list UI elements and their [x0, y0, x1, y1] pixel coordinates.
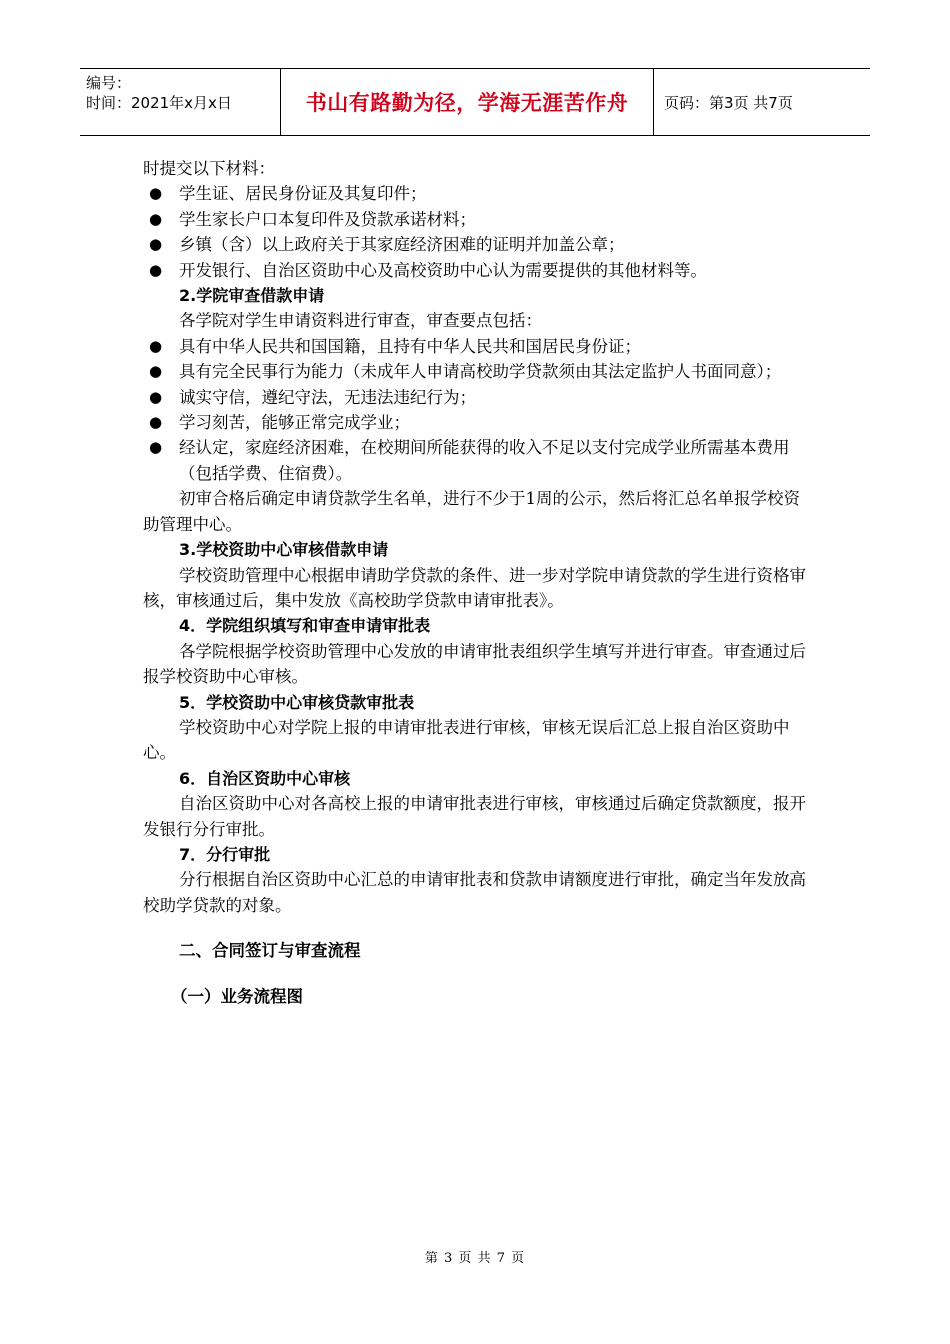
bullet-dot-icon: ●: [149, 235, 163, 254]
page-header: [80, 68, 870, 136]
list-item: ● 乡镇（含）以上政府关于其家庭经济困难的证明并加盖公章；: [143, 232, 813, 257]
chapter-heading-two: 二、合同签订与审查流程: [179, 941, 361, 961]
list-item: ● 经认定，家庭经济困难，在校期间所能获得的收入不足以支付完成学业所需基本费用（包括学费、住宿费）。: [143, 435, 813, 486]
section-3-text: 学校资助管理中心根据申请助学贷款的条件、进一步对学院申请贷款的学生进行资格审核，审核通过后，集中发放《高校助学贷款申请审批表》。: [143, 565, 806, 610]
section-6-text: 自治区资助中心对各高校上报的申请审批表进行审核，审核通过后确定贷款额度，报开发银行分行审批。: [143, 794, 806, 839]
bullet-dot-icon: ●: [149, 362, 163, 381]
bullet-dot-icon: ●: [149, 184, 163, 203]
list-item: ● 学习刻苦，能够正常完成学业；: [143, 410, 813, 435]
bullet-dot-icon: ●: [149, 209, 163, 228]
bullet-dot-icon: ●: [149, 260, 163, 279]
section-heading-7: 7．分行审批: [179, 844, 271, 864]
header-meta: [80, 69, 281, 135]
section-2-intro: 各学院对学生申请资料进行审查，审查要点包括：: [179, 311, 542, 331]
page-footer: 第 3 页 共 7 页: [424, 1251, 526, 1266]
section-heading-4: 4．学院组织填写和审查申请审批表: [179, 616, 431, 636]
section-2-conclusion: 初审合格后确定申请贷款学生名单，进行不少于1周的公示，然后将汇总名单报学校资助管理中心。: [143, 489, 800, 534]
section-5-text: 学校资助中心对学院上报的申请审批表进行审核，审核无误后汇总上报自治区资助中心。: [143, 717, 790, 763]
subsection-heading-flowchart: （一）业务流程图: [171, 986, 303, 1006]
list-item: ● 诚实守信，遵纪守法，无违法违纪行为；: [143, 385, 813, 410]
document-date-label: 时间：2021年x月x日: [86, 94, 232, 112]
materials-intro: 时提交以下材料：: [143, 159, 275, 178]
header-page-number: 页码：第3页 共7页: [664, 93, 793, 112]
section-7-text: 分行根据自治区资助中心汇总的申请审批表和贷款申请额度进行审批，确定当年发放高校助学贷款的对象。: [143, 870, 806, 915]
header-motto: 书山有路勤为径，学海无涯苦作舟: [281, 69, 654, 135]
section-heading-6: 6．自治区资助中心审核: [179, 768, 351, 788]
section-4-text: 各学院根据学校资助管理中心发放的申请审批表组织学生填写并进行审查。审查通过后报学校资助中心审核。: [143, 641, 806, 687]
section-heading-2: 2.学院审查借款申请: [179, 286, 325, 306]
list-item: ● 具有完全民事行为能力（未成年人申请高校助学贷款须由其法定监护人书面同意）；: [143, 359, 813, 384]
document-body: [143, 156, 813, 1009]
section-heading-5: 5．学校资助中心审核贷款审批表: [179, 692, 415, 712]
bullet-dot-icon: ●: [149, 413, 163, 432]
bullet-dot-icon: ●: [149, 336, 163, 355]
list-item: ● 开发银行、自治区资助中心及高校资助中心认为需要提供的其他材料等。: [143, 258, 813, 283]
list-item: ● 具有中华人民共和国国籍，且持有中华人民共和国居民身份证；: [143, 334, 813, 359]
bullet-dot-icon: ●: [149, 387, 163, 406]
list-item: ● 学生家长户口本复印件及贷款承诺材料；: [143, 207, 813, 232]
section-heading-3: 3.学校资助中心审核借款申请: [179, 540, 389, 560]
document-number-label: 编号：: [86, 74, 132, 92]
list-item: ● 学生证、居民身份证及其复印件；: [143, 181, 813, 206]
bullet-dot-icon: ●: [149, 438, 163, 457]
